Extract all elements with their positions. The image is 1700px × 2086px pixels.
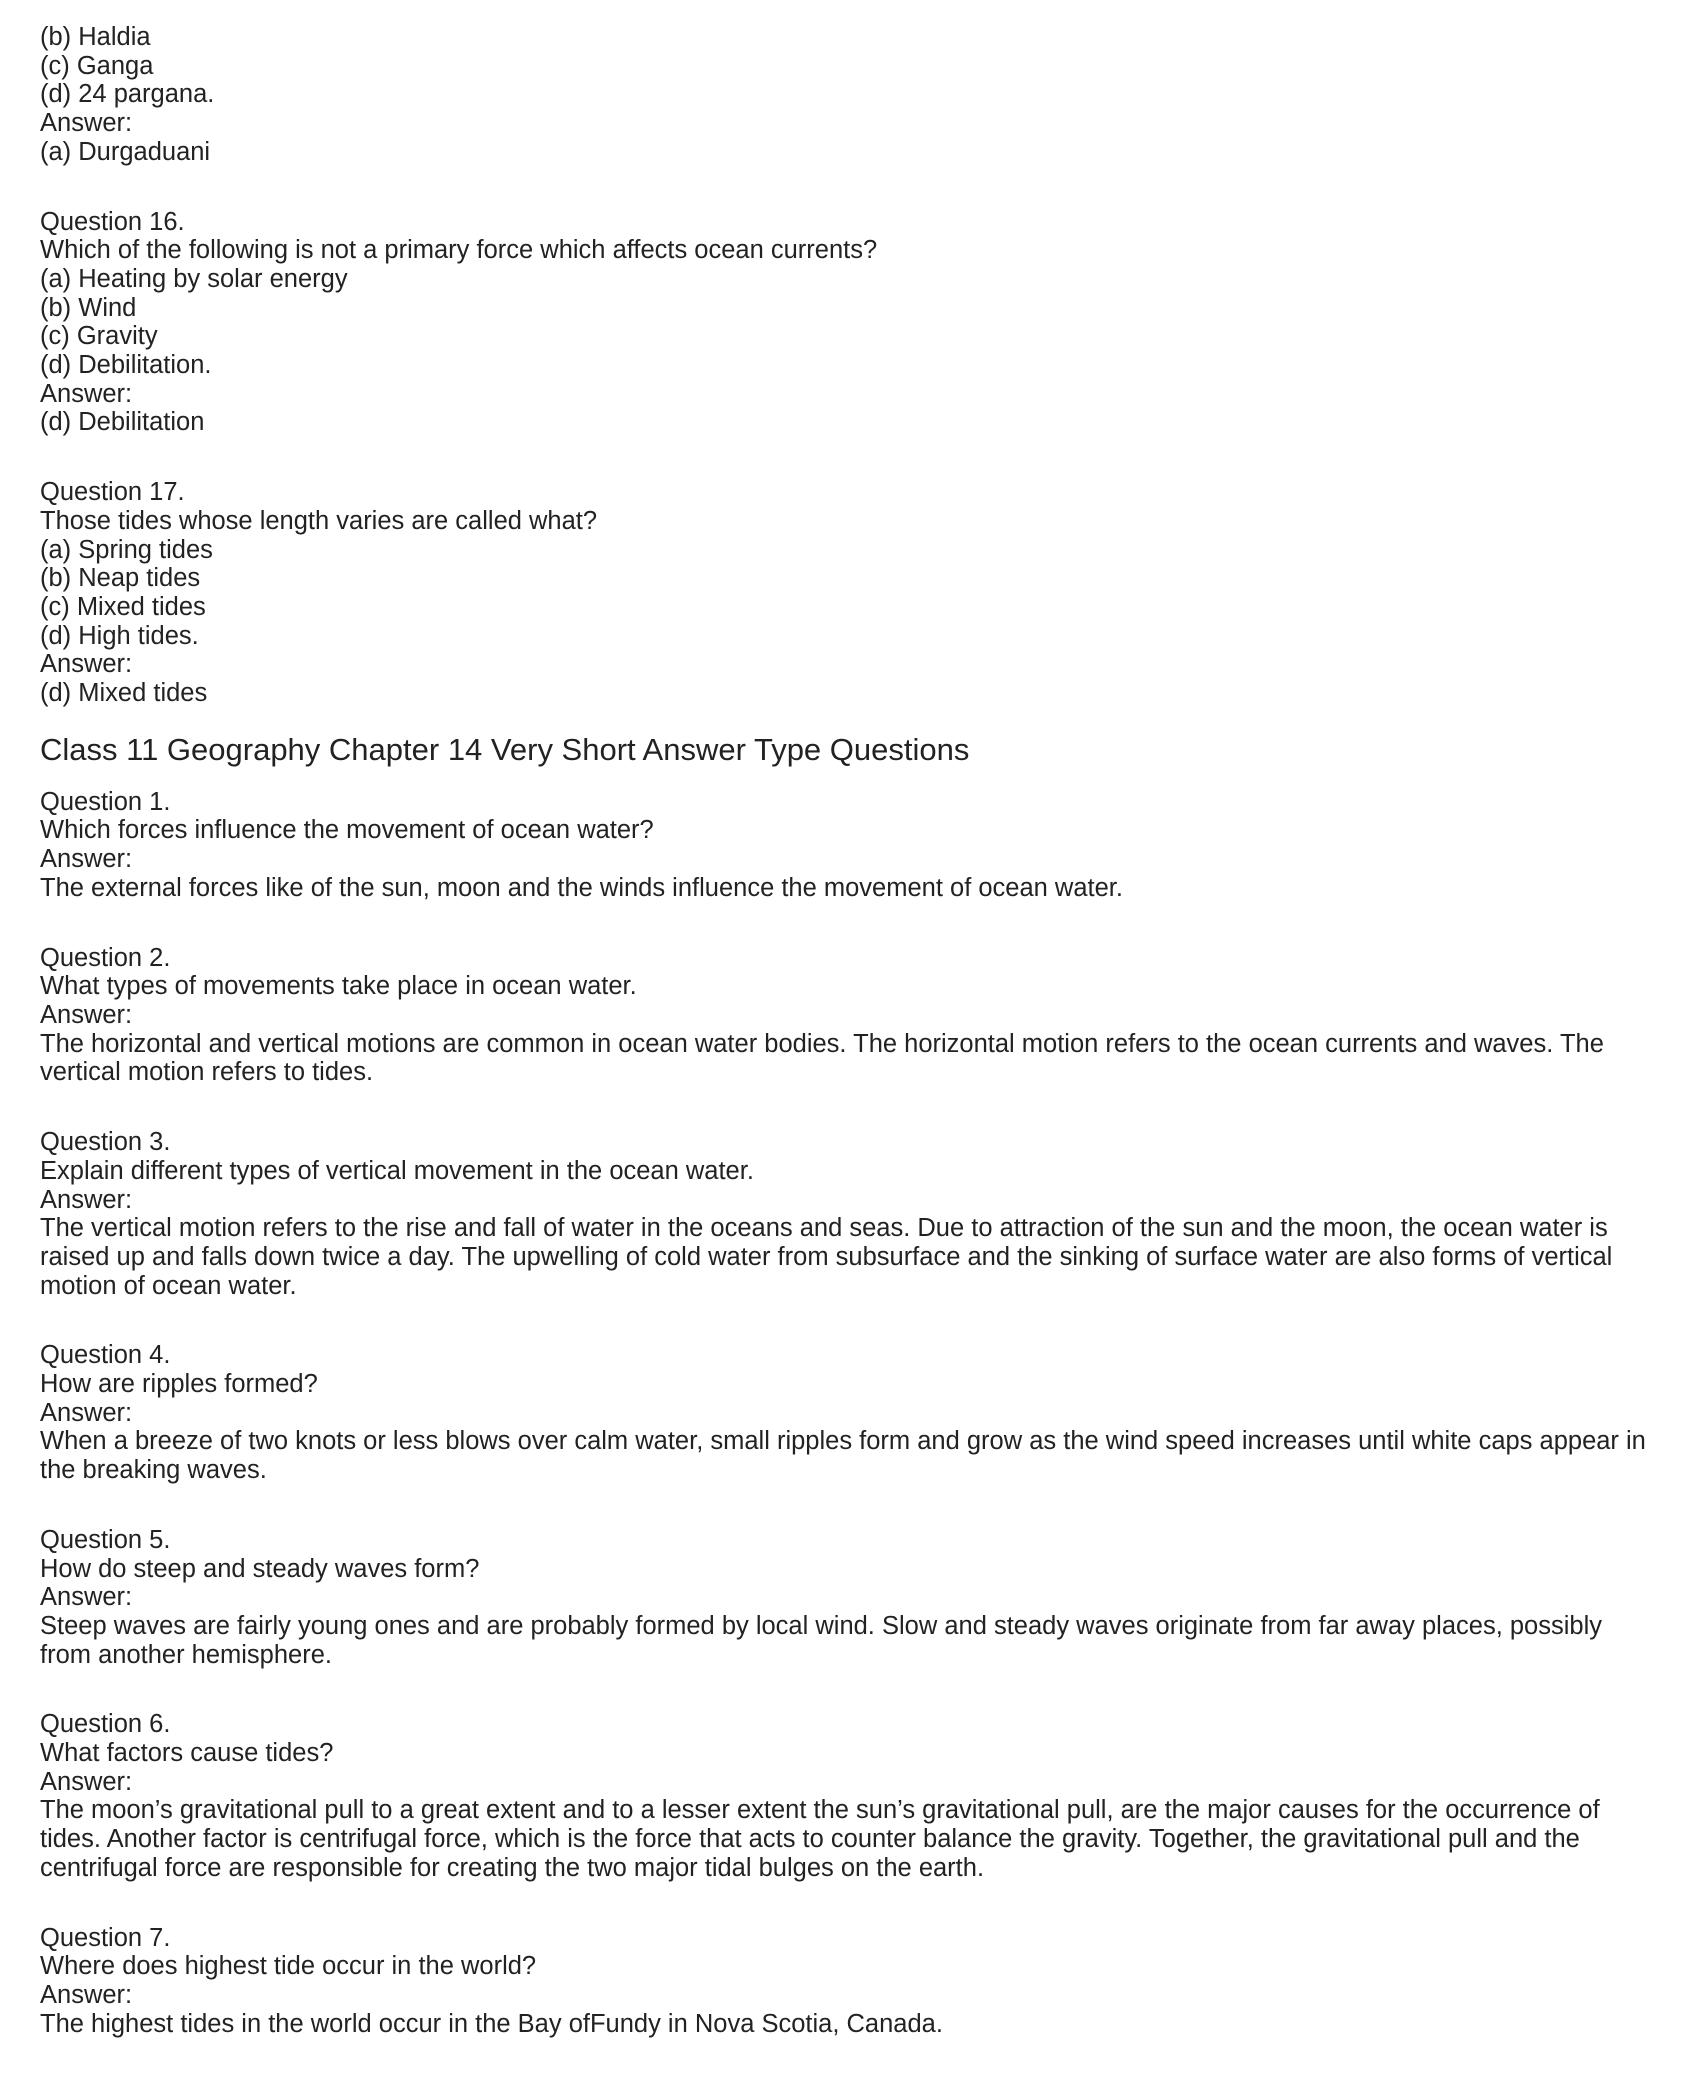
answer: When a breeze of two knots or less blows over calm water, small ripples form and grow as the wind speed increases until white caps appear in the breaking waves. [40, 1427, 1646, 1485]
short-question-3 [40, 1128, 1660, 1300]
answer: The moon’s gravitational pull to a great extent and to a lesser extent the sun’s gravitational pull, are the major causes for the occurrence of tides. Another factor is centrifugal force, which is the force that acts to counter balance the gravity. Together, the gravitational pull and the centrifugal force are responsible for creating the two major tidal bulges on the earth. [40, 1796, 1600, 1882]
answer: (a) Durgaduani [40, 137, 211, 166]
option: (b) Haldia [40, 23, 151, 51]
question-number: Question 1. [40, 787, 171, 816]
answer-label: Answer: [40, 845, 133, 874]
option: (d) High tides. [40, 621, 199, 650]
answer-label: Answer: [40, 1185, 133, 1214]
question-number: Question 17. [40, 478, 185, 507]
question-number: Question 5. [40, 1525, 171, 1554]
question-text: What types of movements take place in ocean water. [40, 972, 637, 1001]
option: (b) Neap tides [40, 564, 201, 593]
answer-label: Answer: [40, 1398, 133, 1427]
short-question-1 [40, 788, 1660, 903]
question-number: Question 3. [40, 1128, 171, 1157]
option: (c) Mixed tides [40, 592, 206, 621]
question-text: Explain different types of vertical movement in the ocean water. [40, 1156, 754, 1185]
section-heading: Class 11 Geography Chapter 14 Very Short Answer Type Questions [40, 731, 970, 767]
question-number: Question 2. [40, 943, 171, 972]
option: (c) Gravity [40, 322, 158, 351]
question-number: Question 6. [40, 1710, 171, 1739]
option: (a) Spring tides [40, 535, 213, 564]
question-text: Those tides whose length varies are called what? [40, 506, 598, 535]
short-question-2 [40, 944, 1660, 1088]
answer-label: Answer: [40, 379, 133, 408]
answer-label: Answer: [40, 650, 133, 679]
option: (c) Ganga [40, 51, 154, 80]
short-question-6 [40, 1710, 1660, 1882]
option: (d) 24 pargana. [40, 80, 215, 109]
answer: The vertical motion refers to the rise and fall of water in the oceans and seas. Due to attraction of the sun and the moon, the ocean water is raised up and falls down twice a day. The upwelling of cold water from subsurface and the sinking of surface water are also forms of vertical motion of ocean water. [40, 1214, 1613, 1300]
question-text: What factors cause tides? [40, 1739, 334, 1768]
option: (b) Wind [40, 293, 137, 322]
question-text: Where does highest tide occur in the world? [40, 1952, 537, 1981]
question-number: Question 4. [40, 1341, 171, 1370]
prev-question-tail [40, 23, 1660, 167]
mcq-question-17 [40, 478, 1660, 708]
answer: (d) Mixed tides [40, 679, 208, 708]
question-text: Which forces influence the movement of ocean water? [40, 816, 654, 845]
short-question-4 [40, 1341, 1660, 1485]
question-text: Which of the following is not a primary force which affects ocean currents? [40, 236, 878, 265]
answer: The horizontal and vertical motions are common in ocean water bodies. The horizontal motion refers to the ocean currents and waves. The vertical motion refers to tides. [40, 1029, 1604, 1087]
answer-label: Answer: [40, 109, 133, 138]
question-number: Question 7. [40, 1923, 171, 1952]
answer: Steep waves are fairly young ones and are probably formed by local wind. Slow and steady waves originate from far away places, possibly from another hemisphere. [40, 1611, 1602, 1669]
option: (d) Debilitation. [40, 351, 212, 380]
short-question-7 [40, 1924, 1660, 2039]
answer-label: Answer: [40, 1583, 133, 1612]
answer: (d) Debilitation [40, 408, 205, 437]
answer: The highest tides in the world occur in the Bay ofFundy in Nova Scotia, Canada. [40, 2009, 943, 2038]
question-text: How are ripples formed? [40, 1370, 318, 1399]
short-question-5 [40, 1526, 1660, 1670]
question-number: Question 16. [40, 207, 185, 236]
option: (a) Heating by solar energy [40, 264, 348, 293]
answer-label: Answer: [40, 1980, 133, 2009]
answer-label: Answer: [40, 1000, 133, 1029]
answer: The external forces like of the sun, moon and the winds influence the movement of ocean water. [40, 873, 1123, 902]
answer-label: Answer: [40, 1767, 133, 1796]
question-text: How do steep and steady waves form? [40, 1554, 480, 1583]
mcq-question-16 [40, 208, 1660, 438]
